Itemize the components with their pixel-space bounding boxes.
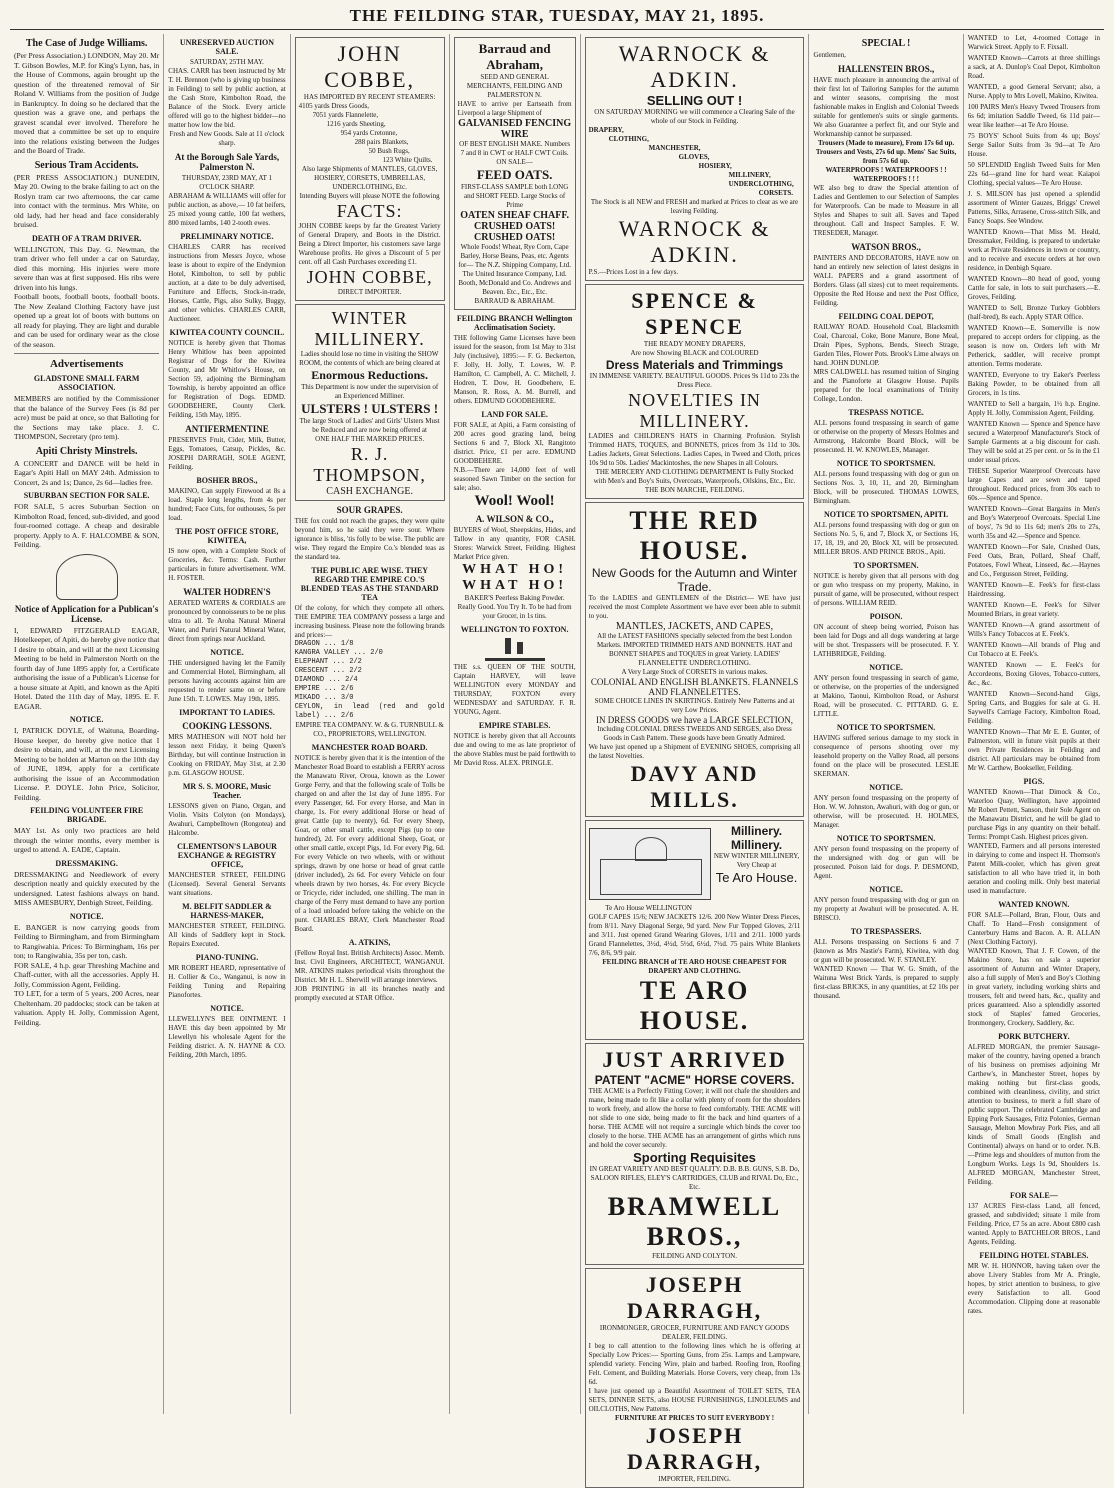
- ad-heading: COLONIAL AND ENGLISH BLANKETS. FLANNELS AND FLANNELETTES.: [590, 677, 799, 697]
- ad-text: HAVE to arrive per Eartseath from Liverpool a large Shipment of: [457, 100, 572, 117]
- classified-item: WANTED to Sell, Bronze Turkey Gobblers (half-bred), 8s each. Apply STAR Office.: [967, 304, 1100, 321]
- divider: [14, 353, 159, 354]
- ad-text: FIRST-CLASS SAMPLE both LONG and SHORT FEED. Large Stocks of Prime: [460, 183, 569, 209]
- list-item: UNDERCLOTHING,: [728, 180, 794, 188]
- ad-heading: UNRESERVED AUCTION SALE.: [179, 38, 275, 56]
- ad-text: FOR SALE, at Apiti, a Farm consisting of 200 acres good grazing land, being Sections 6 and 7, Block XI, Rangitoto district. Price, £1 per acre. EDMUND GOODBEHERE.: [453, 421, 576, 465]
- ad-text: Really Good. You Try It. To be had from your Grocer, in 1s tins.: [457, 603, 572, 620]
- ad-text: PRESERVES Fruit, Cider, Milk, Butter, Eggs, Tomatoes, Catsup, Pickles, &c. JOSEPH DARRAGH, SOLE AGENT, Feilding.: [168, 436, 286, 471]
- ad-text: GOLF CAPES 15/6; NEW JACKETS 12/6. 200 New Winter Dress Pieces, from 8/11. Navy Diagonal Serge, 9d yard. New Fur Topped Gloves, 2/11 and 3/11. Just opened Grand Wearing Gloves, 1/11 and 2/11. 1000 yards Grand Flannelettes, 3½d, 4½d, 5½d, 6½d, 7½d. 75 pairs White Blankets 7/6, 8/6, 9/9 pair.: [588, 913, 801, 957]
- column-7: [964, 34, 1104, 1414]
- classified-item: THESE Superior Waterproof Overcoats have large Capes and are sewn and taped throughout. Reduced prices, from 30s each to 60s.—Spence and Spence.: [967, 467, 1100, 502]
- ad-heading: NOTICE TO SPORTSMEN.: [836, 834, 936, 843]
- ad-heading: Te Aro House.: [715, 870, 798, 885]
- ad-text: N.B.—There are 14,000 feet of well seasoned Sawn Timber on the section for sale; also.: [453, 466, 576, 492]
- ad-text: MEMBERS are notified by the Commissioner that the balance of the Survey Fees (is 8d per acre) must be paid at once, so that Balloting for the Sections may take place. J. C. THOMPSON, Secretary (pro tem).: [14, 394, 160, 441]
- classified-item: WANTED Known—E. Somerville is now prepared to accept orders for clipping, as the season is now on. Orders left with Mr Petherick, saddler, will receive prompt attention. Terms moderate.: [967, 324, 1100, 368]
- ad-heading: Sporting Requisites: [633, 1150, 756, 1165]
- ad-signature: IMPORTER, FEILDING.: [658, 1475, 731, 1483]
- ad-heading: NOTICE.: [869, 885, 903, 894]
- ad-signature: DIRECT IMPORTER.: [337, 288, 402, 296]
- ad-text: ON account of sheep being worried, Poison has been laid for Dogs and all dogs wandering at large will be shot. Trespassers will be prosecuted. F. Y. LATHBRIDGE, Feilding.: [813, 623, 959, 658]
- ad-heading: CLEMENTSON'S LABOUR EXCHANGE & REGISTRY OFFICE,: [177, 842, 277, 869]
- ad-text: SOME CHOICE LINES IN SKIRTINGS. Entirely New Patterns and at very Low Prices.: [594, 697, 795, 714]
- ad-heading: FEED OATS.: [476, 167, 553, 182]
- ad-text: Very Cheap at: [736, 861, 777, 869]
- ad-text: NOTICE is hereby given that it is the intention of the Manchester Road Board to establish a FERRY across the Manawatu River, Oroua, known as the Lower Gorge Ferry, and that the following scale of Tolls be charged on and after the 1st day of June 1895. For every Passenger, 6d. For every Horse, and Man in charge, 1s. For every additional Horse or head of great Cattle (up to twenty), 6d. For every Sheep, Goat, or other small cattle, except Pigs (up to one hundred), 2d. For every additional Sheep, Goat, or other small cattle, except Pigs, 1d. For every Pig, 6d. For every Vehicle on two wheels, with or without springs, drawn by one horse or head of great cattle (driver included), 2s 6d. For every Vehicle on four wheels drawn by two horses, 4s. For every Bicycle or Tricycle, rider included, one shilling. The man in charge of the Ferry must demand to have any portion of a load unloaded before taking the vehicle on the punt. CHARLES BRAY, Clerk Manchester Road Board.: [294, 754, 445, 933]
- ad-heading: NOTICE.: [869, 663, 903, 672]
- ad-heading: CRUSHED OATS!: [474, 221, 556, 232]
- ad-text: All the LATEST FASHIONS specially selected from the best London Markets. IMPORTED TRIMMED HATS AND BONNETS. HAT and BONNET SHAPES and TOQUES in great Variety. LADIES' FLANNELETTE UNDERCLOTHING.: [596, 632, 793, 667]
- ad-date: SATURDAY, 25TH MAY.: [190, 58, 264, 66]
- ad-heading: Notice of Application for a Publican's License.: [14, 603, 159, 624]
- ad-heading: MR S. S. MOORE, Music Teacher.: [182, 782, 272, 800]
- ad-text: LADIES and CHILDREN'S HATS in Charming Profusion. Stylish Trimmed HATS, TOQUES, and BONNETS, prices from 3s 11d to 30s. Ladies Jackets, Great Selections. Ladies Capes, in Tweed and Cloth, prices 10s 9d to 50s. Ladies' Mackintoshes, the new Shapes in all Colours.: [588, 432, 801, 467]
- ad-title: FACTS:: [336, 201, 403, 221]
- ad-heading: A. WILSON & CO.,: [475, 514, 554, 524]
- ad-title: WARNOCK & ADKIN.: [618, 41, 771, 92]
- ad-text: BUYERS of Wool, Sheepskins, Hides, and Tallow in any quantity, FOR CASH. Stores: Warwick Street, Feilding. Highest Market Price given.: [453, 526, 576, 561]
- ad-text: THE undersigned having let the Family and Commercial Hotel, Birmingham, all persons having accounts against him are requested to render same on or before June 15th. T. LOWES. May 19th, 1895.: [168, 659, 286, 703]
- ad-heading: WATERPROOFS ! WATERPROOFS ! ! WATERPROOFS ! ! !: [825, 166, 947, 183]
- ad-heading: WATSON BROS.,: [851, 242, 921, 252]
- ad-line: 50 Bush Rugs,: [368, 147, 410, 155]
- ad-heading: DRESSMAKING.: [55, 858, 118, 868]
- ad-text: ALL Persons trespassing on Sections 6 and 7 (known as Mrs Nastie's Farm), Kiwitea, with dog or gun will be prosecuted. W. F. STANLEY.: [813, 938, 959, 964]
- ad-subtitle: HAS IMPORTED BY RECENT STEAMERS:: [303, 93, 436, 101]
- ad-text: Of the colony, for which they compete all others. THE EMPIRE TEA COMPANY possess a large and increasing business. Please note the following brands and prices:—: [294, 604, 445, 639]
- winter-millinery-advert: [295, 304, 445, 501]
- ad-text: WANTED, Farmers and all persons interested in dairying to come and inspect H. Thomson's Patent Milk-cooler, which has given great satisfaction to all who have tried it, in both aeration and cooling milk. Only best material used in manufacture.: [967, 842, 1100, 895]
- tea-price-list: [295, 640, 445, 721]
- ad-signature: R. J. THOMPSON,: [313, 444, 426, 485]
- ad-text: Are now Showing BLACK and COLOURED: [630, 349, 759, 357]
- classified-item: 50 SPLENDID English Tweed Suits for Men 22s 6d—grand line for hard wear. Kaiapoi Clothing, special values—Te Aro House.: [967, 161, 1100, 187]
- barraud-advert: [454, 37, 576, 310]
- ad-title: JOHN COBBE,: [324, 41, 416, 92]
- ad-text: LLEWELLYN'S BEE OINTMENT. I HAVE this day been appointed by Mr Llewellyn his wholesale Agent for the Feilding district. A. N. HAYNE & CO. Feilding, 20th March, 1895.: [168, 1015, 286, 1059]
- classified-item: 75 BOYS' School Suits from 4s up; Boys' Serge Sailor Suits from 3s 9d—at Te Aro House.: [967, 132, 1100, 158]
- classified-item: WANTED Known—A grand assortment of Wills's Fancy Tobaccos at E. Feek's.: [967, 621, 1100, 638]
- ad-text: JOB PRINTING in all its branches neatly and promptly executed at STAR Office.: [294, 985, 445, 1002]
- ad-heading: NOTICE.: [69, 715, 104, 724]
- ad-heading: ANTIFERMENTINE: [185, 424, 269, 434]
- cobbe-advert: [295, 37, 445, 301]
- ad-text: MANCHESTER STREET, FEILDING. All kinds of Saddlery kept in Stock. Repairs Executed.: [168, 922, 286, 948]
- ad-title: TE ARO HOUSE.: [639, 976, 750, 1035]
- classified-list: [968, 34, 1100, 773]
- ad-heading: WELLINGTON TO FOXTON.: [460, 625, 569, 634]
- classified-item: WANTED Known—All brands of Plug and Cut Tobacco at E. Feek's.: [967, 641, 1100, 658]
- price-row: ELEPHANT ... 2/2: [294, 658, 362, 666]
- ad-heading: FEILDING VOLUNTEER FIRE BRIGADE.: [30, 806, 144, 824]
- ad-heading: M. BELFIT SADDLER & HARNESS-MAKER,: [182, 902, 272, 920]
- ad-text: RAILWAY ROAD. Household Coal, Blacksmith Coal, Charcoal, Coke, Bone Manure, Bone Meal, Drain Pipes, Syphons, Bends, Steech Strage, Garden Tiles, Flower Pots. Brook's Lime always on hand. JOHN DUNLOP.: [813, 323, 959, 367]
- ad-highlight: Enormous Reductions.: [311, 368, 428, 382]
- ad-text: MAKINO, Can supply Firewood at 8s a load. Staple long lengths, from 4s per hundred; Face Cuts, for outhouses, 5s per load.: [168, 487, 286, 522]
- ad-text: MR W. H. HONNOR, having taken over the above Livery Stables from Mr A. Pringle, hopes, by strict attention to business, to give every Satisfaction to all. Good Accommodation. Clipping done at reasonable rates.: [967, 1262, 1100, 1315]
- ad-text: MAY 1st. As only two practices are held through the winter months, every member is urged to attend. A. EADE, Captain.: [14, 826, 160, 854]
- list-item: HOSIERY,: [698, 162, 732, 170]
- ad-title: SPENCE & SPENCE: [631, 288, 758, 339]
- ad-heading: COOKING LESSONS.: [182, 721, 272, 731]
- ad-text: Whole Foods! Wheat, Rye Corn, Cape Barley, Horse Beans, Peas, etc. Agents for— The N.Z. Shipping Company, Ltd. The United Insurance Company, Ltd. Booth, McDonald and Co. Andrews and Beaven. Etc., Etc., Etc.: [458, 243, 571, 296]
- ad-heading: NOVELTIES IN MILLINERY.: [628, 390, 761, 431]
- ad-heading: SOUR GRAPES.: [336, 505, 403, 515]
- ad-text: ON SATURDAY MORNING we will commence a Clearing Sale of the whole of our Stock in Feilding.: [594, 108, 795, 125]
- ad-heading: IMPORTANT TO LADIES.: [179, 708, 275, 717]
- ad-text: Including COLONIAL DRESS TWEEDS AND SERGES, also Dress Goods in Cash Pattern. These goods have been Greatly Admired.: [597, 725, 792, 742]
- ad-heading: WANTED KNOWN.: [998, 900, 1070, 909]
- ad-text: FEILDING BRANCH of TE ARO HOUSE CHEAPEST FOR DRAPERY AND CLOTHING.: [602, 958, 787, 975]
- ad-heading: NOTICE.: [210, 648, 244, 657]
- ad-text: OF BEST ENGLISH MAKE. Numbers 7 and 8 in CWT or HALF CWT Coils.: [459, 140, 571, 157]
- ad-list: [589, 126, 801, 198]
- ad-heading: CRUSHED OATS!: [474, 232, 556, 243]
- ad-line: 1216 yards Sheeting,: [326, 120, 386, 128]
- ad-text: Gentlemen,: [813, 51, 846, 59]
- column-3: [291, 34, 450, 1414]
- ad-title: THE RED HOUSE.: [629, 506, 760, 565]
- list-item: CLOTHING,: [608, 135, 649, 143]
- ad-text: ON SALE—: [496, 158, 533, 166]
- ad-text: ALL persons found trespassing with dog or gun on Sections Nos. 3, 10, 11, and 20, Birmingham Block, will be prosecuted. THOMAS LOWES, Birmingham.: [813, 470, 959, 505]
- column-1: [10, 34, 164, 1414]
- ad-heading: MANTLES, JACKETS, AND CAPES,: [615, 621, 774, 632]
- ad-title: Barraud and Abraham,: [478, 41, 551, 72]
- ad-heading: SUBURBAN SECTION FOR SALE.: [23, 491, 150, 500]
- ad-heading: TO TRESPASSERS.: [850, 927, 922, 936]
- ad-heading: GALVANISED FENCING WIRE: [458, 118, 572, 140]
- classified-item: WANTED, Everyone to try Eaker's Peerless Baking Powder, to be obtained from all Grocers, in 1s tins.: [967, 371, 1100, 397]
- ad-text: NOTICE is hereby given that Thomas Henry Whitlow has been appointed Registrar of Dogs for the Kiwitea County, and Mr Whitlow's House, on Section 59, adjoining the Birmingham Township, is hereby appointed an office for Registration of Dogs. EDMD. GOODBEHERE, County Clerk. Feilding, 15th May, 1895.: [168, 339, 286, 419]
- classified-item: 100 PAIRS Men's Heavy Tweed Trousers from 6s 6d; imitation Saddle Tweed, 6s 11d pair—wear like leather—at Te Aro House.: [967, 103, 1100, 129]
- ad-text: To the LADIES and GENTLEMEN of the District— WE have just received the most Complete Assortment we have ever been able to submit to you.: [588, 594, 801, 620]
- ad-heading: NOTICE TO SPORTSMEN, APITI.: [824, 510, 949, 519]
- ad-heading: PIANO-TUNING.: [195, 953, 259, 962]
- ad-heading: MANCHESTER ROAD BOARD.: [311, 743, 428, 752]
- ad-heading: At the Borough Sale Yards, Palmerston N.: [174, 152, 280, 172]
- ad-heading: LAND FOR SALE.: [481, 410, 548, 419]
- ad-title: JUST ARRIVED: [602, 1047, 787, 1072]
- ad-text: The large Stock of Ladies' and Girls' Ulsters Must be Reduced and are now being offered at: [299, 417, 440, 434]
- ad-text: IN GREAT VARIETY AND BEST QUALITY. D.B. B.B. GUNS, S.B. Do, SALOON RIFLES, ELEY'S CARTRIDGES, CLUB and RIVAL Do, Etc., Etc.: [589, 1165, 800, 1191]
- ad-heading: PRELIMINARY NOTICE.: [180, 232, 274, 241]
- column-2: [164, 34, 290, 1414]
- ad-signature: THE BON MARCHE, FEILDING.: [644, 486, 745, 494]
- classified-item: WANTED Known—80 head of good, young Cattle for sale, in lots to suit purchasers.—E. Groves, Feilding.: [967, 275, 1100, 301]
- ad-text: E. BANGER is now carrying goods from Feilding to Birmingham, and from Birmingham to Rangiwahia. Prices: To Birmingham, 16s per ton; to Rangiwahia, 35s per ton, cash.: [14, 922, 160, 960]
- ad-heading: NOTICE TO SPORTSMEN.: [836, 459, 936, 468]
- ad-text: SEED AND GENERAL MERCHANTS, FEILDING AND PALMERSTON N.: [466, 73, 563, 99]
- classified-item: WANTED Known—Second-hand Gigs, Spring Carts, and Buggies for sale at G. H. Saywell's Carriage Factory, Kimbolton Road, Feilding.: [967, 690, 1100, 725]
- ad-text: 137 ACRES First-class Land, all fenced, grassed, and subdivided; situate 1 mile from Feilding. Price, £7 5s an acre. About £800 cash wanted. Apply to BATCHELOR BROS., Land Agents, Feilding.: [967, 1202, 1100, 1246]
- ad-line: Intending Buyers will please NOTE the following: [299, 192, 440, 200]
- ad-text: ANY person found trespassing on the property of Hon. W. W. Johnston, Awahuri, with dog or gun, or otherwise, will be prosecuted. H. HOLMES, Manager.: [813, 794, 959, 829]
- ad-text: (Fellow Royal Inst. British Architects) Assoc. Memb. Inst. Civil Engineers, ARCHITECT, WANGANUI. MR. ATKINS makes periodical visits throughout the District. Mr H. L. Sherwill will arrange interviews.: [294, 949, 445, 984]
- ad-heading: Apiti Christy Minstrels.: [35, 445, 138, 457]
- ad-title: BRAMWELL BROS.,: [607, 1192, 782, 1251]
- ad-text: CHAS. CARR has been instructed by Mr T. H. Brennon (who is giving up business in Feilding) to sell by public auction, at the Cash Store, Kimbolton Road, the Balance of the Stock. Every article offered will go to the highest bidder—no matter how low the bid.: [168, 67, 286, 129]
- ad-heading: EMPIRE STABLES.: [478, 721, 551, 730]
- ad-text: Ladies should lose no time in visiting the SHOW ROOM, the contents of which are being cleared at: [299, 350, 441, 367]
- ad-text: FOR SALE, 4 h.p. gear Threshing Machine and Chaff-cutter, with all the accessories. Apply H. Jolly, Commission Agent, Feilding.: [14, 960, 160, 989]
- ad-text: We have just opened up a Shipment of EVENING SHOES, comprising all the latest Novelties.: [588, 743, 801, 760]
- classified-item: WANTED Known—That Mr E. E. Gunter, of Palmerston, will in future visit pupils at their own Private Residences in Feilding and district. All particulars may be obtained from Mr W. Carthew, Bookseller, Feilding.: [967, 728, 1100, 772]
- te-aro-advert: [585, 820, 805, 1040]
- ad-heading: NOTICE.: [69, 911, 104, 921]
- price-row: CRESCENT ... 2/2: [294, 667, 362, 675]
- ad-line: 7051 yards Flannelette,: [312, 111, 379, 119]
- ad-heading: THE PUBLIC ARE WISE. THEY REGARD THE EMPIRE CO.'S BLENDED TEAS AS THE STANDARD TEA: [300, 566, 439, 602]
- ad-signature: CASH EXCHANGE.: [326, 486, 413, 497]
- headline: The Case of Judge Williams.: [25, 38, 148, 49]
- classified-item: WANTED Known—For Sale, Crushed Oats, Feed Oats, Bran, Pollard, Sheaf Chaff, Potatoes, Fowl Wheat, Linseed, &c.—Haynes and Co., Fergusson Street, Feilding.: [967, 543, 1100, 578]
- ad-heading: Millinery. Millinery.: [730, 824, 783, 852]
- classified-item: WANTED Known—E. Feek's for Silver Mounted Briars, in great variety.: [967, 601, 1100, 618]
- ad-text: A Very Large Stock of CORSETS in various makes.: [621, 668, 768, 676]
- acme-advert: [585, 1043, 805, 1265]
- ad-subtitle: New Goods for the Autumn and Winter Trade.: [591, 566, 798, 594]
- article-text: (Per Press Association.) LONDON, May 20. Mr T. Gibson Bowles, M.P. for King's Lynn, has, in the House of Commons, again brought up the question of the threatened removal of Sir Roland V. Williams from the position of Judge in Bankruptcy. In doing so he declared that the question was a grave one, and perhaps the gravest scandal ever involved. Therefore he moved that a committee be set up to enquire into the relations existing between the Judges and the Board of Trade.: [14, 51, 160, 155]
- ad-heading: NOTICE TO SPORTSMEN.: [836, 723, 936, 732]
- ad-highlight: ULSTERS ! ULSTERS !: [301, 401, 439, 416]
- ad-text: THE ACME is a Perfectly Fitting Cover; it will not chafe the shoulders and mane, being made to fit like a collar with plenty of room for the shoulders to work freely, and allow the horse to feed comfortably. THE ACME will not slide to one side, being made to fit the back and hind quarters of a horse. THE ACME will not require a surcingle which binds the cover too closely to the horse. THE ACME has an arrangement of girths which runs and hold the cover securely.: [588, 1087, 801, 1149]
- columns: [10, 34, 1104, 1483]
- classified-item: WANTED Known—Great Bargains in Men's and Boy's Waterproof Overcoats. Special Line of boys', 7s 9d to 11s 6d; men's 20s to 27s, worth 35s and 42.—Spence and Spence.: [967, 505, 1100, 540]
- ad-text: WANTED Known—That Dimock & Co., Waterloo Quay, Wellington, have appointed Mr Robert Pettett, Sanson, their Sole Agent on the Manawatu District, and he will be glad to purchase Pigs in any quantity on their behalf. Terms: Prompt Cash. Highest prices given.: [967, 788, 1100, 841]
- classified-item: WANTED Known—E. Feek's for first-class Hairdressing.: [967, 581, 1100, 598]
- ad-text: JOHN COBBE keeps by far the Greatest Variety of General Drapery, and Boots in the District. Being a Direct Importer, his customers save large Warehouse profits. He gives a Discount of 5 per cent. off all Cash Purchases exceeding £1.: [298, 222, 441, 266]
- ad-text: FOR SALE, 5 acres Suburban Section on Kimbolton Road, fenced, sub-divided, and good four-roomed cottage. A cheap and desirable property. Apply to A. F. HALCOMBE & SON, Feilding.: [14, 502, 160, 549]
- ad-heading: BOSHER BROS.,: [196, 476, 258, 485]
- ad-signature: JOHN COBBE,: [306, 267, 433, 287]
- ad-text: NOTICE is hereby given that all Accounts due and owing to me as late proprietor of the above Stables must be paid forthwith to Mr David Ross. ALEX. PRINGLE.: [453, 732, 576, 767]
- ad-heading: WHAT HO! WHAT HO!: [462, 562, 568, 593]
- classified-item: WANTED Known—Carrots at three shillings a sack, at A. Dunlop's Coal Depot, Kimbolton Road.: [967, 54, 1100, 80]
- list-item: GLOVES,: [678, 153, 710, 161]
- ad-text: AERATED WATERS & CORDIALS are pronounced by connoisseurs to be ne plus ultra to all. Te Aroha Natural Mineral Water, and Puriri Natural Mineral Water, direct from springs near Auckland.: [168, 599, 286, 643]
- classified-item: WANTED Known—That Miss M. Heald, Dressmaker, Feilding, is prepared to undertake work at Private Residences in town or country, and to receive and execute orders at her own residence, in Denbigh Square.: [967, 228, 1100, 272]
- ad-subtitle: THE READY MONEY DRAPERS,: [643, 340, 746, 348]
- darragh-advert: [585, 1268, 805, 1488]
- classified-item: WANTED Known — Spence and Spence have secured a Waterproof Manufacturer's Stock of Sample Garments at a big discount for cash. They will be sold at 25 per cent. or 5s in the £1 under usual prices.: [967, 420, 1100, 464]
- ad-date: THURSDAY, 23RD MAY, AT 1 O'CLOCK SHARP.: [181, 174, 273, 191]
- royal-crest-icon: [56, 554, 118, 600]
- ad-line: 4105 yards Dress Goods,: [298, 102, 370, 110]
- ad-text: I, EDWARD FITZGERALD EAGAR, Hotelkeeper, of Apiti, do hereby give notice that I desire to obtain, and will at the next Licensing Meeting to be held in Palmerston North on the fourth day of June 1895 apply for, a Certificate authorising the issue of a Publican's License for a house situate at Apiti, and known as the Apiti Hotel. Dated the 11th day of May, 1895. E. F. EAGAR.: [14, 625, 160, 711]
- headline: DEATH OF A TRAM DRIVER.: [31, 233, 142, 243]
- ad-signature: BARRAUD & ABRAHAM.: [474, 297, 555, 305]
- ad-text: TO LET, for a term of 5 years, 200 Acres, near Cheltenham. 20 paddocks; stock can be taken at valuation. Apply H. Jolly, Commission Agent, Feilding.: [14, 989, 160, 1027]
- ad-line: Also large Shipments of MANTLES, GLOVES, HOSIERY, CORSETS, UMBRELLAS, UNDERCLOTHING, Etc.: [301, 165, 438, 191]
- headline: Serious Tram Accidents.: [34, 159, 139, 171]
- ad-signature: WARNOCK & ADKIN.: [618, 216, 771, 267]
- ad-text: ONE HALF THE MARKED PRICES.: [315, 435, 425, 443]
- list-item: CORSETS.: [758, 189, 794, 197]
- ad-text: MRS CALDWELL has resumed tuition of Singing and the Pianoforte at Glasgow House. Pupils prepared for the local examinations of Trinity College, London.: [813, 368, 959, 403]
- list-item: DRAPERY,: [588, 126, 624, 134]
- ad-heading: OATEN SHEAF CHAFF.: [460, 210, 570, 221]
- ad-text: MRS MATHESON will NOT hold her lesson next Friday, it being Queen's Birthday, but will continue Instruction in Cooking on FRIDAY, May 31st, at 2.30 p.m. GLASGOW HOUSE.: [168, 733, 286, 777]
- ad-heading: A. ATKINS,: [348, 938, 391, 947]
- ad-signature: DAVY AND MILLS.: [630, 761, 759, 812]
- ad-heading: SPECIAL !: [861, 38, 911, 49]
- ad-text: The Stock is all NEW and FRESH and marked at Prices to clear as we are leaving Feilding.: [590, 198, 799, 215]
- steamship-icon: [485, 636, 545, 661]
- list-item: MILLINERY,: [728, 171, 771, 179]
- ad-heading: FOR SALE—: [1009, 1191, 1058, 1200]
- ad-text: FURNITURE AT PRICES TO SUIT EVERYBODY !: [614, 1414, 775, 1422]
- ad-text: THE s.s. QUEEN OF THE SOUTH, Captain HARVEY, will leave WELLINGTON every MONDAY and THURSDAY, FOXTON every WEDNESDAY and SATURDAY. F. R. YOUNG, Agent.: [453, 663, 576, 716]
- price-row: DIAMOND ... 2/4: [294, 676, 358, 684]
- illustration-caption: Te Aro House WELLINGTON: [605, 904, 692, 912]
- ad-signature: EMPIRE TEA COMPANY. W. & G. TURNBULL & CO., PROPRIETORS, WELLINGTON.: [295, 721, 444, 738]
- classified-item: WANTED, a good General Servant; also, a Nurse. Apply to Mrs Lovell, Makino, Kiwitea.: [967, 83, 1100, 100]
- ad-heading: NOTICE.: [869, 783, 903, 792]
- price-row: DRAGON ... 1/8: [294, 640, 354, 648]
- ad-heading: POISON.: [869, 612, 903, 621]
- ad-heading: FEILDING COAL DEPOT,: [838, 312, 934, 321]
- ad-text: THE fox could not reach the grapes, they were quite beyond him, so he said they were sour. Where ignorance is bliss, 'tis folly to be wise. The public are wise. They regard the Empire Co.'s blended teas as the standard tea.: [294, 517, 445, 561]
- ad-text: LESSONS given on Piano, Organ, and Violin. Visits Colyton (on Mondays), Awahuri, Campbelltown (Rongotea) and Halcombe.: [168, 802, 286, 837]
- ad-line: 123 White Quilts.: [382, 156, 433, 164]
- classified-item: WANTED to Sell a bargain, 1½ h.p. Engine. Apply H. Jolly, Commission Agent, Feilding.: [967, 400, 1100, 417]
- ad-heading: IN DRESS GOODS we have a LARGE SELECTION,: [596, 715, 794, 725]
- ad-text: THE following Game Licenses have been issued for the season, from 1st May to 31st July (inclusive), 1895:— F. G. Beckerton, F. Jolly, H. Jolly, T. Lowes, W. P. Hamilton, C. Campbell, A. C. Mitchell, J. Hodren, T. Dow, H. Goodbehere, E. Manson, R. Ross, A. M. Burrell, and others. EDMUND GOODBEHERE.: [453, 334, 576, 405]
- red-house-advert: [585, 502, 805, 817]
- ad-text: IS now open, with a Complete Stock of Groceries, &c. Terms: Cash. Further particulars in future advertisement. WM. H. FOSTER.: [168, 547, 286, 582]
- column-6: [809, 34, 963, 1414]
- ad-heading: TRESPASS NOTICE.: [848, 408, 924, 417]
- ad-heading: PORK BUTCHERY.: [998, 1032, 1070, 1041]
- ad-text: HAVE much pleasure in announcing the arrival of their first lot of Tailoring Samples for the autumn and winter seasons, comprising the most fashionable makes in English and Colonial Tweeds suitable for gentlemen's suits or single garments. We also Guarantee a perfect fit, and our Style and Workmanship cannot be surpassed.: [813, 76, 959, 138]
- section-heading: Advertisements: [49, 358, 124, 370]
- ad-subtitle: IRONMONGER, GROCER, FURNITURE AND FANCY GOODS DEALER, FEILDING.: [599, 1324, 790, 1341]
- classified-item: WANTED to Let, 4-roomed Cottage in Warwick Street. Apply to F. Fixsall.: [967, 34, 1100, 51]
- ad-heading: HALLENSTEIN BROS.,: [837, 64, 935, 74]
- ad-text: I beg to call attention to the following lines which he is offering at Specially Low Prices:— Sporting Guns, from 25s. Lamps and Lampware, splendid variety. Fencing Wire, plain and barbed. Roofing Iron, Roofing Felt. Cement, and Building Materials. Horse Covers, very cheap, from 13s 6d.: [588, 1342, 801, 1386]
- ad-text: ANY person found trespassing on the property of the undersigned with dog or gun will be prosecuted. Poison laid for dogs. P. DESMOND, Agent.: [813, 845, 959, 880]
- ad-text: P.S.—Prices Lost in a few days.: [588, 268, 679, 276]
- ad-text: WANTED Known, That J. F. Cowen, of the Makino Store, has on sale a superior assortment of Autumn and Winter Drapery, also a full supply of Men's and Boy's Clothing in great variety, including working shirts and trousers, felt and tweed hats, &c., quality and prices guaranteed. Also a splendidly assorted stock of Staples' famed Groceries, Ironmongery, Crockery, Saddlery, &c.: [967, 947, 1100, 1027]
- ad-text: ALFRED MORGAN, the premier Sausage-maker of the country, having opened a branch of his business on premises adjoining Mr Carthew's, in Manchester Street, hopes by making nothing but first-class goods, combined with cleanliness, civility, and strict attention to business, to merit a full share of public support. The celebrated Cambridge and Epping Pork Sausages, Fritz Polonies, German Sausage, Melton Mowbray Pork Pies, and all kinds of Small Goods (English and Continental) always on hand or to order. N.B.—Prime legs and shoulders of mutton from the Longburn Works. Legs 1s 9d, Shoulders 1s. ALFRED MORGAN, Manchester Street, Feilding.: [967, 1043, 1100, 1186]
- ad-title: WINTER MILLINERY.: [314, 308, 425, 349]
- ad-text: ANY person found trespassing in search of game, or otherwise, on the properties of the undersigned at Makino, Taonui, Kimbolton Road, or Ashurst Road, will be prosecuted. C. PITTARD. G. E. LITTLE.: [813, 674, 959, 718]
- ad-line: 288 pairs Blankets,: [354, 138, 409, 146]
- ad-text: Fresh and New Goods. Sale at 11 o'clock sharp.: [169, 130, 285, 147]
- ad-subtitle: SELLING OUT !: [646, 93, 743, 108]
- ad-text: Trousers (Made to measure), From 17s 6d up. Trousers and Vests, 27s 6d up. Mens' Sac Suits, from 57s 6d up.: [815, 139, 957, 165]
- ad-text: NEW WINTER MILLINERY,: [713, 852, 800, 860]
- ad-text: I, PATRICK DOYLE, of Waituna, Boarding-House keeper, do hereby give notice that I desire to obtain, and will, at the next Licensing Meeting to be holden at Marton on the 10th day of JUNE, 1894, apply for a certificate authorising the issue of an Accommodation License. P. DOYLE. John Price, Solicitor, Feilding.: [14, 726, 160, 802]
- te-aro-house-illustration: [589, 828, 711, 900]
- ad-subtitle: PATENT "ACME" HORSE COVERS.: [594, 1073, 795, 1087]
- ad-text: ALL persons found trespassing in search of game or otherwise on the property of Messrs Holmes and Armstrong, Halcombe Board Block, will be prosecuted. H. W. KNOWLES, Manager.: [813, 419, 959, 454]
- ad-text: WANTED Known — That W. G. Smith, of the Waituna West Brick Yards, is prepared to supply first-class BRICKS, in any quantities, at £2 10s per thousand.: [813, 965, 959, 1000]
- masthead: THE FEILDING STAR, TUESDAY, MAY 21, 1895.: [10, 6, 1104, 30]
- column-5: [581, 34, 810, 1483]
- ad-text: THE MERCERY AND CLOTHING DEPARTMENT Is Fully Stocked with Men's and Boy's Suits, Overcoats, Waterproofs, Oilskins, Etc., Etc.: [593, 468, 796, 485]
- ad-heading: Wool! Wool!: [474, 493, 555, 509]
- ad-heading: NOTICE.: [210, 1004, 244, 1013]
- spence-advert: [585, 284, 805, 499]
- ad-text: I have just opened up a Beautiful Assortment of TOILET SETS, TEA SETS, DINNER SETS, also HOUSE FURNISHINGS, LINOLEUMS and OILCLOTHS, New Patterns.: [588, 1387, 801, 1413]
- price-row: EMPIRE ... 2/6: [294, 685, 354, 693]
- ad-text: A CONCERT and DANCE will be held in Eagar's Apiti Hall on MAY 24th. Admission to Concert, 2s and 1s; Dance, 2s 6d—ladies free.: [14, 458, 160, 487]
- ad-heading: PIGS.: [1023, 777, 1045, 786]
- ad-heading: KIWITEA COUNTY COUNCIL.: [169, 328, 285, 337]
- price-row: KANGRA VALLEY ... 2/0: [294, 649, 383, 657]
- price-row: MIKADO ... 3/0: [294, 694, 354, 702]
- ad-signature: JOSEPH DARRAGH,: [626, 1423, 763, 1474]
- ad-heading: Dress Materials and Trimmings: [605, 358, 784, 372]
- ad-text: BAKER'S Peerless Baking Powder.: [464, 594, 565, 602]
- ad-text: WE also beg to draw the Special attention of Ladies and Gentlemen to our Selection of Samples for Waterproofs. Can be made to Measure in all Styles and Shapes to suit all. Saves and Taped throughout. Call and Inspect Samples. F. W. TRESEDER, Manager.: [813, 184, 959, 237]
- ad-text: MR ROBERT HEARD, representative of H. Collier & Co., Wanganui, is now in Feilding Tuning and Repairing Pianofortes.: [168, 964, 286, 999]
- ad-text: ABRAHAM & WILLIAMS will offer for public auction, as above,— 10 fat heifers, 25 mixed young cattle, 100 fat wethers, 800 mixed lambs, 140 2-tooth ewes.: [168, 192, 286, 227]
- ad-title: JOSEPH DARRAGH,: [626, 1272, 763, 1323]
- warnock-advert: [585, 37, 805, 281]
- ad-text: FEILDING AND COLYTON.: [652, 1252, 737, 1260]
- price-row: CEYLON, in lead (red and gold label) ... 2/6: [294, 703, 445, 720]
- ad-heading: WALTER HODREN'S: [183, 587, 271, 597]
- article-text: Football boots, football boots, football boots. The New Zealand Clothing Factory have just opened up a great lot of boots with buttons on all ready for playing. They are light and durable and can be used for ordinary wear as the close of the season.: [14, 292, 160, 349]
- ad-text: MANCHESTER STREET, FEILDING (Licensed). Several General Servants want situations.: [168, 871, 286, 897]
- ad-heading: FEILDING HOTEL STABLES.: [979, 1251, 1089, 1260]
- ad-text: PAINTERS AND DECORATORS, HAVE now on hand an entirely new selection of latest designs in WALL PAPERS and a grand assortment of Borders. Glass (all sizes) cut to meet requirements. Opposite the Red House and next the Post Office, Feilding.: [813, 254, 959, 307]
- ad-text: IN IMMENSE VARIETY. BEAUTIFUL GOODS. Prices 9s 11d to 23s the Dress Piece.: [589, 372, 800, 389]
- ad-text: NOTICE is hereby given that all persons with dog or gun who trespass on my property, Makino, in pursuit of game, will be prosecuted, without respect of persons. WILLIAM REID.: [813, 572, 959, 607]
- article-text: WELLINGTON, This Day. G. Newman, the tram driver who fell under a car on Saturday, died this morning. His injuries were more severe than was at first supposed. His ribs were driven into his lungs.: [14, 244, 160, 292]
- ad-heading: THE POST OFFICE STORE, KIWITEA,: [175, 527, 279, 545]
- ad-text: DRESSMAKING and Needlework of every description neatly and quickly executed by the undersigned. Latest fashions always on hand. MISS AMESBURY, Denbigh Street, Feilding.: [14, 869, 160, 907]
- ad-text: ALL persons found trespassing with dog or gun on Sections No. 5, 6, and 7, Block X, or Sections 16, 17, 18, 19, and 20, Block XI, will be prosecuted. MILLER BROS. AND PRINCE BROS., Apiti.: [813, 521, 959, 556]
- classified-item: WANTED Known — E. Feek's for Accordeons, Boxing Gloves, Tobacco-cutters, &c., &c.: [967, 661, 1100, 687]
- ad-text: HAVING suffered serious damage to my stock in consequence of persons shooting over my leasehold property on the Valley Road, all persons found on the place will be prosecuted. LESLIE SKERMAN.: [813, 734, 959, 778]
- ad-heading: TO SPORTSMEN.: [853, 561, 919, 570]
- classified-item: J. S. MILSON has just opened a splendid assortment of Winter Gauzes, Briggs' Crewel Patterns, Silks, Arrasene, Cross-stitch Silk, and Fancy Soaps. See Window.: [967, 190, 1100, 225]
- ad-line: 954 yards Cretonne,: [340, 129, 398, 137]
- list-item: MANCHESTER,: [648, 144, 701, 152]
- article-text: (PER PRESS ASSOCIATION.) DUNEDIN, May 20. Owing to the brake failing to act on the Roslyn tram car two afternoons, the car came into contact with the terminus. Mrs White, on old lady, had her head and face considerably bruised.: [14, 172, 160, 229]
- ad-text: CHARLES CARR has received instructions from Messrs Joyce, whose lease is about to expire of the Endymion Hotel, Kimbolton, to sell by public auction, at a date to be duly advertised, Furniture and Effects, Stock-in-trade, Horses, Cattle, Pigs, also Sulky, Buggy, and other vehicles. CHARLES CARR, Auctioneer.: [168, 243, 286, 323]
- ad-heading: FEILDING BRANCH Wellington Acclimatisation Society.: [456, 314, 573, 332]
- column-4: [450, 34, 581, 1414]
- ad-text: This Department is now under the supervision of an Experienced Milliner.: [301, 383, 439, 400]
- ad-text: FOR SALE—Pollard, Bran, Flour, Oats and Chaff. To Hand—Fresh consignment of Canterbury Hams and Bacon. A. R. ALLAN (Next Clothing Factory).: [967, 911, 1100, 946]
- ad-heading: GLADSTONE SMALL FARM ASSOCIATION.: [33, 374, 140, 392]
- ad-text: ANY person found trespassing with dog or gun on my property at Awahuri will be prosecuted. A. H. BRISCO.: [813, 896, 959, 922]
